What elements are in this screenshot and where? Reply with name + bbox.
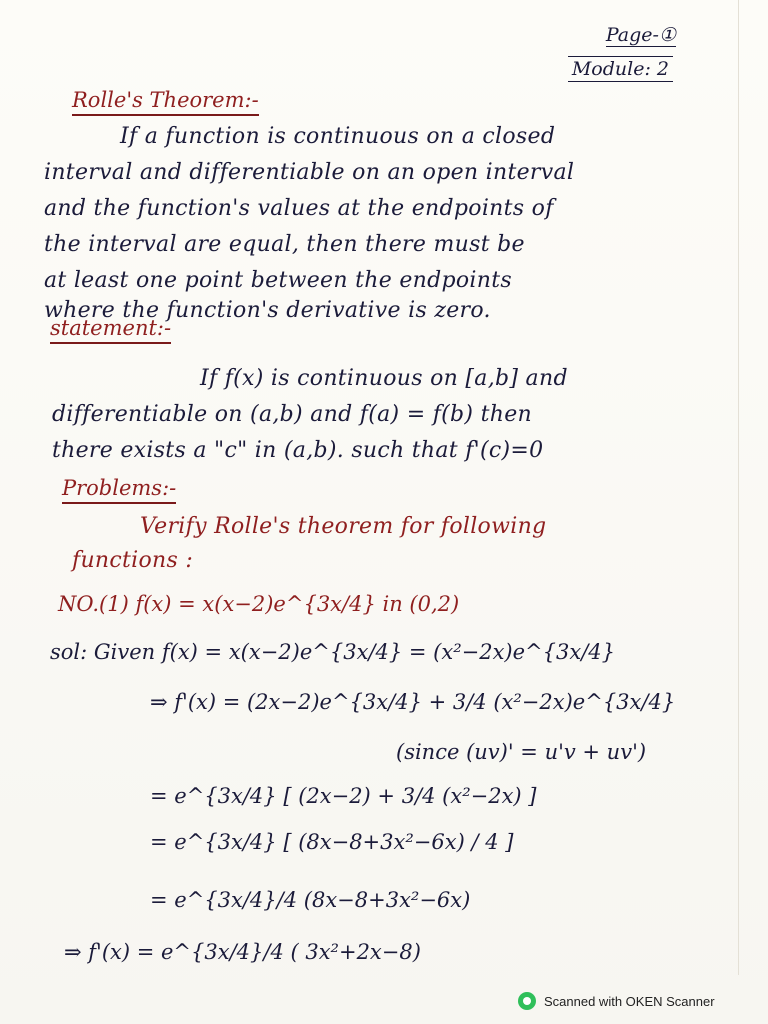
solution-line-1: sol: Given f(x) = x(x−2)e^{3x/4} = (x²−2x)e^{3x/4}: [50, 640, 616, 664]
page-number: Page-①: [605, 24, 676, 46]
rolle-line-3: and the function's values at the endpoints of: [44, 196, 554, 221]
problem-1: NO.(1) f(x) = x(x−2)e^{3x/4} in (0,2): [58, 592, 460, 616]
rolle-line-4: the interval are equal, then there must be: [44, 232, 525, 257]
statement-line-3: there exists a "c" in (a,b). such that f'(c)=0: [52, 438, 544, 463]
scanner-watermark: [518, 990, 715, 1012]
scanner-text: Scanned with OKEN Scanner: [544, 993, 715, 1009]
rolle-heading: Rolle's Theorem:-: [72, 88, 259, 116]
rolle-line-5: at least one point between the endpoints: [44, 268, 512, 293]
solution-line-2: ⇒ f'(x) = (2x−2)e^{3x/4} + 3/4 (x²−2x)e^{3x/4}: [150, 690, 676, 714]
problems-intro-1: Verify Rolle's theorem for following: [140, 514, 547, 539]
solution-line-6: = e^{3x/4}/4 (8x−8+3x²−6x): [150, 888, 471, 912]
statement-line-2: differentiable on (a,b) and f(a) = f(b) then: [52, 402, 533, 427]
scanner-logo-icon: [518, 992, 536, 1010]
problems-heading: Problems:-: [62, 476, 176, 504]
rolle-line-1: If a function is continuous on a closed: [120, 124, 556, 149]
solution-line-5: = e^{3x/4} [ (8x−8+3x²−6x) / 4 ]: [150, 830, 514, 854]
rolle-line-6: where the function's derivative is zero.: [44, 298, 491, 323]
rolle-line-2: interval and differentiable on an open interval: [44, 160, 575, 185]
solution-line-3: (since (uv)' = u'v + uv'): [396, 740, 647, 764]
problems-intro-2: functions :: [72, 548, 194, 573]
solution-line-4: = e^{3x/4} [ (2x−2) + 3/4 (x²−2x) ]: [150, 784, 537, 808]
statement-heading: statement:-: [50, 316, 171, 344]
module-label: Module: 2: [568, 56, 673, 82]
solution-line-7: ⇒ f'(x) = e^{3x/4}/4 ( 3x²+2x−8): [64, 940, 421, 964]
statement-line-1: If f(x) is continuous on [a,b] and: [200, 366, 568, 391]
margin-line: [738, 0, 739, 975]
